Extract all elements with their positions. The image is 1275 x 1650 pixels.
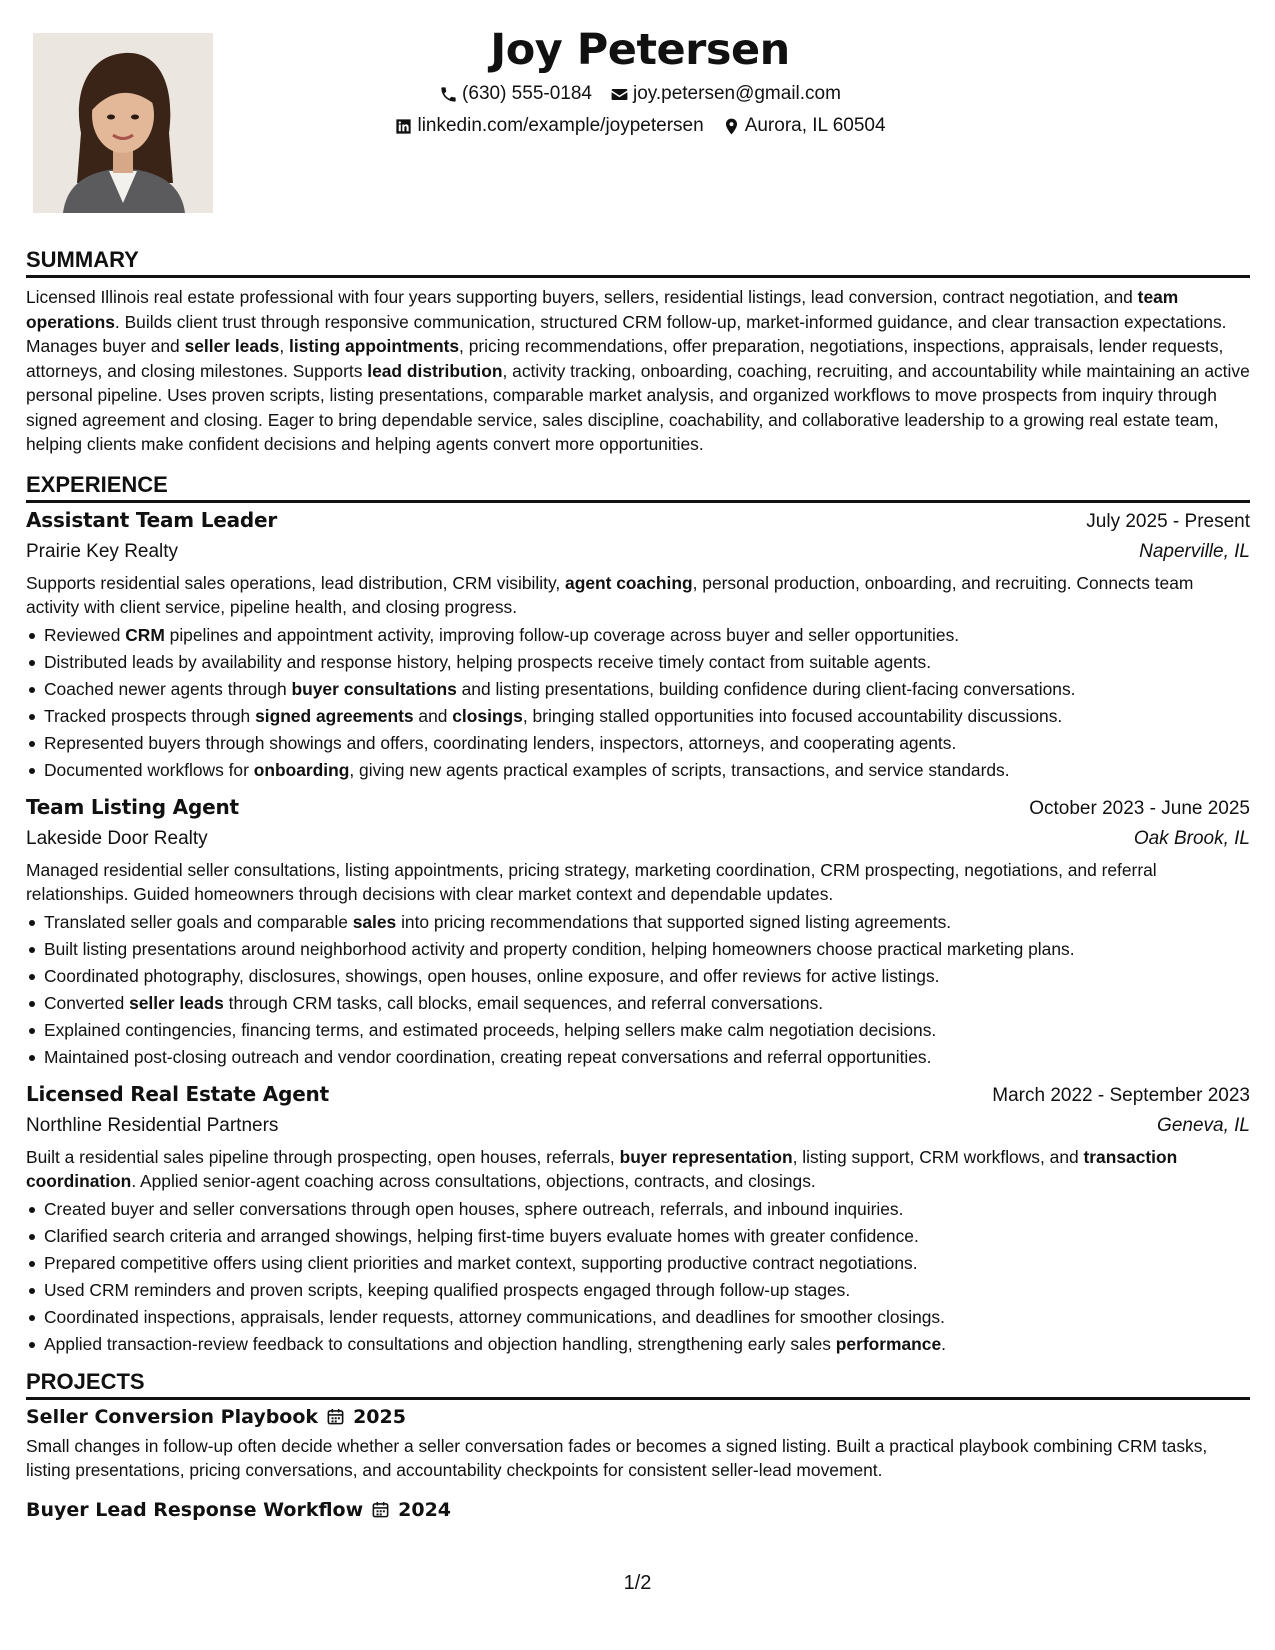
candidate-name: Joy Petersen (490, 25, 790, 75)
company-name: Lakeside Door Realty (26, 827, 208, 849)
linkedin-text[interactable]: linkedin.com/example/joypetersen (417, 115, 704, 136)
list-item: Distributed leads by availability and response history, helping prospects receive timely contact from suitable agents. (26, 649, 1250, 676)
project-year: 2024 (398, 1498, 452, 1521)
email-icon (610, 85, 629, 104)
project-name: Seller Conversion Playbook (26, 1405, 319, 1428)
job-description: Supports residential sales operations, lead distribution, CRM visibility, agent coaching, personal production, onboarding, and recruiting. Connects team activity with client service, pipeline health, and closing progress. (26, 572, 1194, 617)
job-description: Managed residential seller consultations, listing appointments, pricing strategy, marketing coordination, CRM prospecting, negotiations, and referral relationships. Guided homeowners through decisions with clear market context and dependable updates. (26, 859, 1157, 904)
section-divider (26, 500, 1250, 503)
list-item: Tracked prospects through signed agreements and closings, bringing stalled opportunities into focused accountability discussions. (26, 703, 1250, 730)
job-title: Licensed Real Estate Agent (26, 1081, 329, 1106)
linkedin-contact[interactable] (394, 114, 703, 138)
experience-section (26, 471, 1250, 1358)
project-description: Small changes in follow-up often decide whether a seller conversation fades or becomes a signed listing. Built a practical playbook combining CRM tasks, listing presentations, pricing conversations, and accountability checkpoints for consistent seller-lead movement. (26, 1435, 1208, 1480)
list-item: Clarified search criteria and arranged showings, helping first-time buyers evaluate homes with greater confidence. (26, 1223, 1250, 1250)
company-name: Northline Residential Partners (26, 1114, 279, 1136)
section-title: SUMMARY (26, 247, 139, 272)
page-number: 1/2 (623, 1572, 652, 1594)
list-item: Coordinated photography, disclosures, showings, open houses, online exposure, and offer reviews for active listings. (26, 963, 1250, 990)
summary-text: Licensed Illinois real estate professional with four years supporting buyers, sellers, residential listings, lead conversion, contract negotiation, and team operations. Builds client trust through responsive communication, structured CRM follow-up, market-informed guidance, and clear transaction expectations. Manages buyer and seller leads, listing appointments, pricing recommendations, offer preparation, negotiations, inspections, appraisals, lender requests, attorneys, and closing milestones. Supports lead distribution, activity tracking, onboarding, coaching, recruiting, and accountability while maintaining an active personal pipeline. Uses proven scripts, listing presentations, comparable market analysis, and organized workflows to move prospects from inquiry through signed agreement and closing. Eager to bring dependable service, sales discipline, coachability, and collaborative leadership to a growing real estate team, helping clients make confident decisions and helping agents convert more opportunities. (26, 287, 1250, 454)
portrait-image (33, 33, 213, 213)
job-bullets (26, 622, 1250, 784)
list-item: Used CRM reminders and proven scripts, keeping qualified prospects engaged through follow-up stages. (26, 1277, 1250, 1304)
job-entry (26, 505, 1250, 784)
job-bullets (26, 1196, 1250, 1358)
job-title: Team Listing Agent (26, 794, 239, 819)
list-item: Explained contingencies, financing terms, and estimated proceeds, helping sellers make calm negotiation decisions. (26, 1017, 1250, 1044)
job-location: Naperville, IL (1139, 540, 1250, 562)
phone-contact (439, 82, 592, 106)
job-dates: October 2023 - June 2025 (1029, 797, 1250, 819)
list-item: Coordinated inspections, appraisals, lender requests, attorney communications, and deadlines for smoother closings. (26, 1304, 1250, 1331)
job-dates: March 2022 - September 2023 (992, 1084, 1250, 1106)
list-item: Applied transaction-review feedback to consultations and objection handling, strengthening early sales performance. (26, 1331, 1250, 1358)
contact-line-1 (240, 82, 1040, 106)
list-item: Built listing presentations around neighborhood activity and property condition, helping homeowners choose practical marketing plans. (26, 936, 1250, 963)
phone-icon (439, 85, 458, 104)
resume-header (240, 22, 1040, 138)
project-name: Buyer Lead Response Workflow (26, 1498, 364, 1521)
profile-photo (33, 33, 213, 213)
linkedin-icon (394, 117, 413, 136)
job-dates: July 2025 - Present (1086, 510, 1250, 532)
resume-body (26, 246, 1250, 1525)
project-entry (26, 1402, 1250, 1483)
list-item: Translated seller goals and comparable sales into pricing recommendations that supported signed listing agreements. (26, 909, 1250, 936)
contact-line-2 (240, 114, 1040, 138)
section-title: PROJECTS (26, 1368, 145, 1394)
project-year: 2025 (353, 1405, 406, 1428)
job-title: Assistant Team Leader (26, 507, 278, 532)
company-name: Prairie Key Realty (26, 540, 179, 562)
section-title: EXPERIENCE (26, 471, 168, 497)
job-entry (26, 792, 1250, 1071)
list-item: Created buyer and seller conversations through open houses, sphere outreach, referrals, and inbound inquiries. (26, 1196, 1250, 1223)
phone-text: (630) 555-0184 (462, 83, 592, 104)
job-location: Oak Brook, IL (1133, 827, 1250, 849)
location-pin-icon (722, 117, 741, 136)
list-item: Documented workflows for onboarding, giving new agents practical examples of scripts, transactions, and service standards. (26, 757, 1250, 784)
list-item: Represented buyers through showings and offers, coordinating lenders, inspectors, attorneys, and cooperating agents. (26, 730, 1250, 757)
location-contact (722, 114, 886, 138)
email-text[interactable]: joy.petersen@gmail.com (632, 83, 841, 104)
list-item: Maintained post-closing outreach and vendor coordination, creating repeat conversations and referral opportunities. (26, 1044, 1250, 1071)
list-item: Converted seller leads through CRM tasks, call blocks, email sequences, and referral conversations. (26, 990, 1250, 1017)
calendar-icon (371, 1500, 390, 1519)
summary-section (26, 246, 1250, 457)
calendar-icon (326, 1407, 345, 1426)
job-location: Geneva, IL (1157, 1114, 1250, 1136)
list-item: Prepared competitive offers using client priorities and market context, supporting productive contract negotiations. (26, 1250, 1250, 1277)
project-entry (26, 1495, 1250, 1525)
projects-section (26, 1368, 1250, 1525)
email-contact[interactable] (610, 82, 841, 106)
location-text: Aurora, IL 60504 (744, 115, 886, 136)
job-description: Built a residential sales pipeline through prospecting, open houses, referrals, buyer representation, listing support, CRM workflows, and transaction coordination. Applied senior-agent coaching across consultations, objections, contracts, and closings. (26, 1146, 1178, 1191)
list-item: Reviewed CRM pipelines and appointment activity, improving follow-up coverage across buyer and seller opportunities. (26, 622, 1250, 649)
section-divider (26, 1397, 1250, 1400)
list-item: Coached newer agents through buyer consultations and listing presentations, building confidence during client-facing conversations. (26, 676, 1250, 703)
job-entry (26, 1079, 1250, 1358)
section-divider (26, 275, 1250, 278)
job-bullets (26, 909, 1250, 1071)
